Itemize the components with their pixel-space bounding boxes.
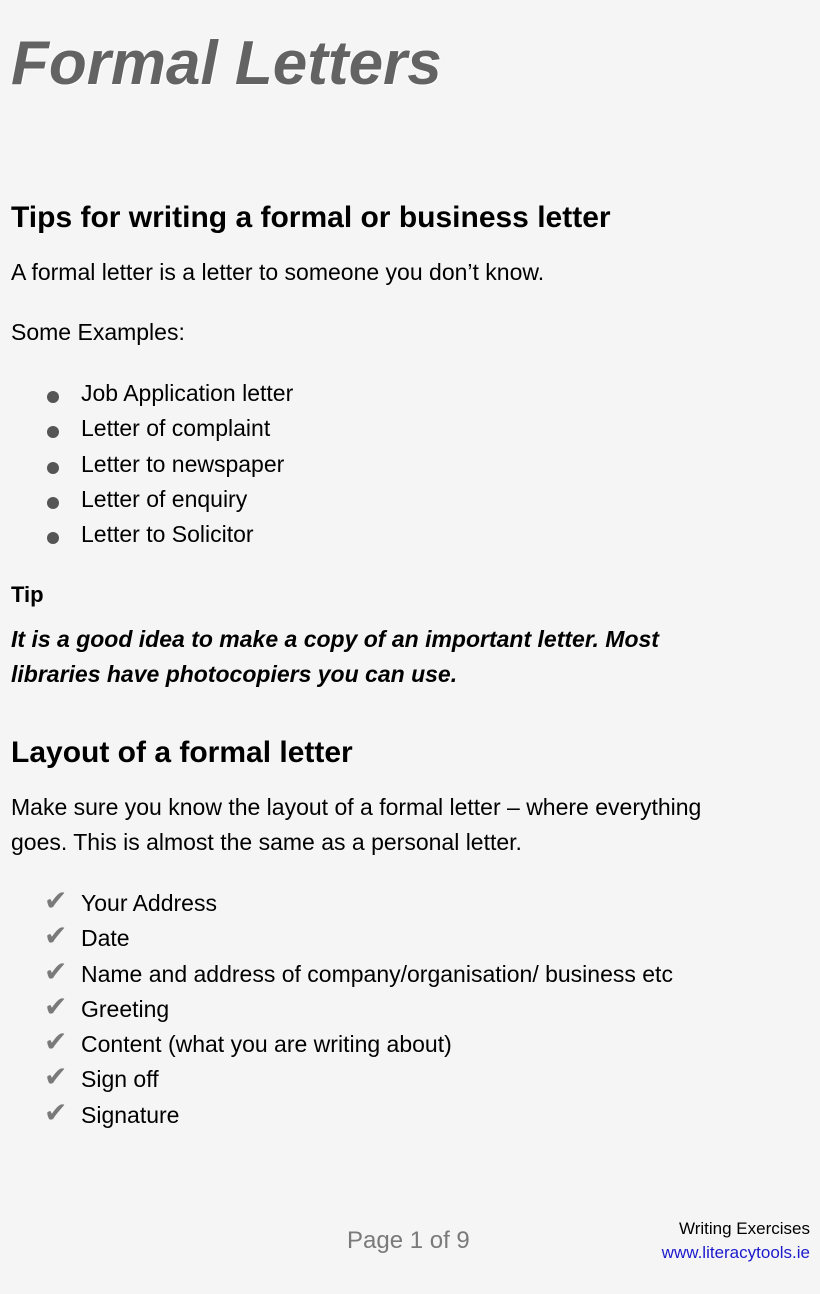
checklist-item — [11, 992, 673, 1027]
checkmark-icon: ✔ — [44, 1061, 68, 1093]
checklist-label: Your Address — [81, 890, 217, 916]
footer-link[interactable]: www.literacytools.ie — [661, 1243, 810, 1262]
checklist-item — [11, 1098, 673, 1133]
checkmark-icon: ✔ — [44, 1096, 68, 1128]
tip-line: It is a good idea to make a copy of an important letter. Most — [11, 626, 659, 652]
intro-text: A formal letter is a letter to someone you don’t know. — [11, 259, 545, 285]
checkmark-icon: ✔ — [44, 1026, 68, 1058]
checklist-label: Name and address of company/organisation/ business etc — [81, 960, 673, 987]
checklist-item — [11, 1062, 673, 1097]
checklist-label: Content (what you are writing about) — [81, 1031, 452, 1058]
list-item — [11, 482, 293, 517]
layout-checklist — [11, 886, 673, 1133]
checklist-item — [11, 1027, 673, 1062]
checklist-label: Signature — [81, 1101, 180, 1128]
bullet-icon — [47, 462, 59, 474]
checklist-item — [11, 886, 673, 921]
checklist-item — [11, 921, 673, 956]
bullet-icon — [47, 532, 59, 544]
layout-intro-line: goes. This is almost the same as a personal letter. — [11, 829, 522, 855]
bullet-icon — [47, 391, 59, 403]
list-item-label: Job Application letter — [81, 380, 294, 406]
page-number: Page 1 of 9 — [347, 1227, 470, 1254]
list-item — [11, 376, 293, 411]
list-item — [11, 411, 293, 446]
bullet-icon — [47, 497, 59, 509]
checkmark-icon: ✔ — [44, 920, 68, 952]
list-item-label: Letter to Solicitor — [81, 521, 254, 548]
tip-heading: Tip — [11, 582, 44, 607]
checkmark-icon: ✔ — [44, 990, 68, 1022]
bullet-icon — [47, 426, 59, 438]
page-title: Formal Letters — [11, 29, 442, 98]
list-item — [11, 517, 293, 552]
section-heading-tips: Tips for writing a formal or business letter — [11, 201, 611, 234]
section-heading-layout: Layout of a formal letter — [11, 736, 353, 769]
list-item-label: Letter of complaint — [81, 415, 271, 442]
list-item-label: Letter to newspaper — [81, 450, 285, 477]
footer-label: Writing Exercises — [679, 1219, 810, 1238]
tip-line: libraries have photocopiers you can use. — [11, 661, 458, 687]
examples-list — [11, 376, 293, 552]
list-item — [11, 447, 293, 482]
checklist-label: Sign off — [81, 1066, 159, 1093]
checkmark-icon: ✔ — [44, 955, 68, 987]
examples-label: Some Examples: — [11, 319, 185, 345]
layout-intro-line: Make sure you know the layout of a formal letter – where everything — [11, 794, 702, 820]
checklist-item — [11, 957, 673, 992]
layout-intro — [11, 790, 701, 860]
checklist-label: Date — [81, 925, 130, 952]
tip-body — [11, 622, 659, 692]
checklist-label: Greeting — [81, 995, 170, 1022]
checkmark-icon: ✔ — [44, 885, 68, 916]
list-item-label: Letter of enquiry — [81, 485, 248, 512]
